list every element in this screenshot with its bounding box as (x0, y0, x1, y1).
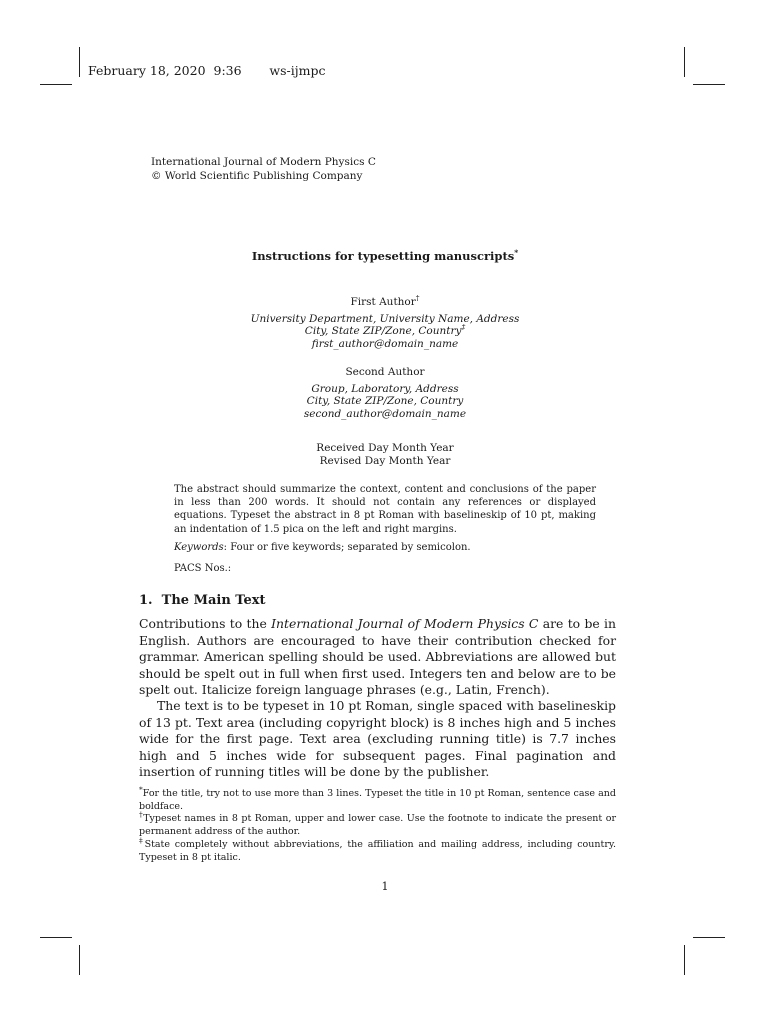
author-1-affiliation-mark: ‡ (461, 322, 466, 332)
footnote-1 (139, 784, 616, 813)
paper-title (0, 249, 770, 263)
author-1-affiliation-2 (0, 322, 770, 338)
footnote-2-text: Typeset names in 8 pt Roman, upper and lower case. Use the footnote to indicate the present or permanent address of the author. (139, 813, 616, 838)
author-2-name: Second Author (345, 366, 425, 378)
p1-rest: are to be in English. Authors are encouraged to have their contribution checked for grammar. American spelling should be used. Abbreviations are allowed but should be spelt out in full when first used. Integers ten and below are to be spelt out. Italicize foreign language phrases (e.g., Latin, French). (139, 616, 616, 697)
author-1-mark: † (415, 293, 420, 303)
paper-title-text: Instructions for typesetting manuscripts (251, 249, 515, 263)
copyright-symbol: © (151, 169, 162, 182)
crop-mark-top-left-h (40, 84, 72, 85)
footnote-2 (139, 810, 616, 838)
p1-journal-name: International Journal of Modern Physics C (271, 616, 539, 631)
crop-mark-top-right-v (684, 47, 685, 77)
journal-name: International Journal of Modern Physics C (151, 156, 376, 168)
dates-block (0, 442, 770, 467)
author-2-block (0, 366, 770, 421)
footnote-3-mark: ‡ (139, 835, 145, 845)
crop-mark-bottom-right-v (684, 945, 685, 975)
section-heading (139, 593, 266, 608)
author-1-block (0, 293, 770, 351)
author-1-email: first_author@domain_name (311, 338, 459, 351)
crop-mark-bottom-left-v (79, 945, 80, 975)
keywords-label: Keywords (174, 542, 224, 553)
received-date: Received Day Month Year (316, 442, 454, 454)
title-footnote-mark: * (514, 248, 519, 258)
abstract: The abstract should summarize the context, content and conclusions of the paper in less than 200 words. It should not contain any references or displayed equations. Typeset the abstract in 8 pt Roman with baselineskip of 10 pt, making an indentation of 1.5 pica on the left and right margins. (174, 484, 596, 535)
journal-copyright-line (151, 170, 376, 184)
author-1-affiliation-1: University Department, University Name, Address (250, 312, 520, 325)
publisher-name: World Scientific Publishing Company (164, 169, 363, 182)
body-paragraph-2: The text is to be typeset in 10 pt Roman, single spaced with baselineskip of 13 pt. Text area (including copyright block) is 8 inches high and 5 inches wide for the first page. Text area (excluding running title) is 7.7 inches high and 5 inches wide for subsequent pages. Final pagination and insertion of running titles will be done by the publisher. (139, 698, 616, 779)
author-1-name-text: First Author (350, 296, 416, 308)
section-title: The Main Text (161, 593, 266, 608)
author-2-affiliation-1: Group, Laboratory, Address (311, 382, 459, 395)
author-1-affiliation-2-text: City, State ZIP/Zone, Country (304, 325, 462, 338)
crop-mark-bottom-right-h (693, 937, 725, 938)
journal-block (151, 156, 376, 183)
author-2-affiliation-2: City, State ZIP/Zone, Country (306, 395, 464, 408)
running-head-date: February 18, 2020 (88, 63, 206, 78)
footnote-1-text: For the title, try not to use more than 3 lines. Typeset the title in 10 pt Roman, sentence case and boldface. (139, 788, 616, 812)
body-paragraph-1 (139, 616, 616, 699)
keywords (174, 542, 471, 553)
footnote-3-text: State completely without abbreviations, the affiliation and mailing address, including country. Typeset in 8 pt italic. (139, 838, 616, 863)
footnotes (139, 784, 616, 864)
author-1-name (0, 293, 770, 309)
page-number: 1 (381, 880, 389, 893)
footnote-3 (139, 835, 616, 864)
p1-start: Contributions to the (139, 616, 272, 631)
pacs-numbers: PACS Nos.: (174, 563, 232, 574)
footnote-1-mark: * (139, 784, 143, 794)
section-number: 1. (139, 593, 153, 608)
running-head-time: 9:36 (213, 63, 242, 78)
revised-date: Revised Day Month Year (319, 454, 451, 467)
keywords-text: : Four or five keywords; separated by semicolon. (223, 542, 471, 553)
footnote-2-mark: † (139, 810, 144, 820)
running-head (88, 63, 325, 78)
running-head-id: ws-ijmpc (269, 63, 326, 78)
crop-mark-top-left-v (79, 47, 80, 77)
crop-mark-top-right-h (693, 84, 725, 85)
author-2-email: second_author@domain_name (303, 408, 467, 421)
crop-mark-bottom-left-h (40, 937, 72, 938)
